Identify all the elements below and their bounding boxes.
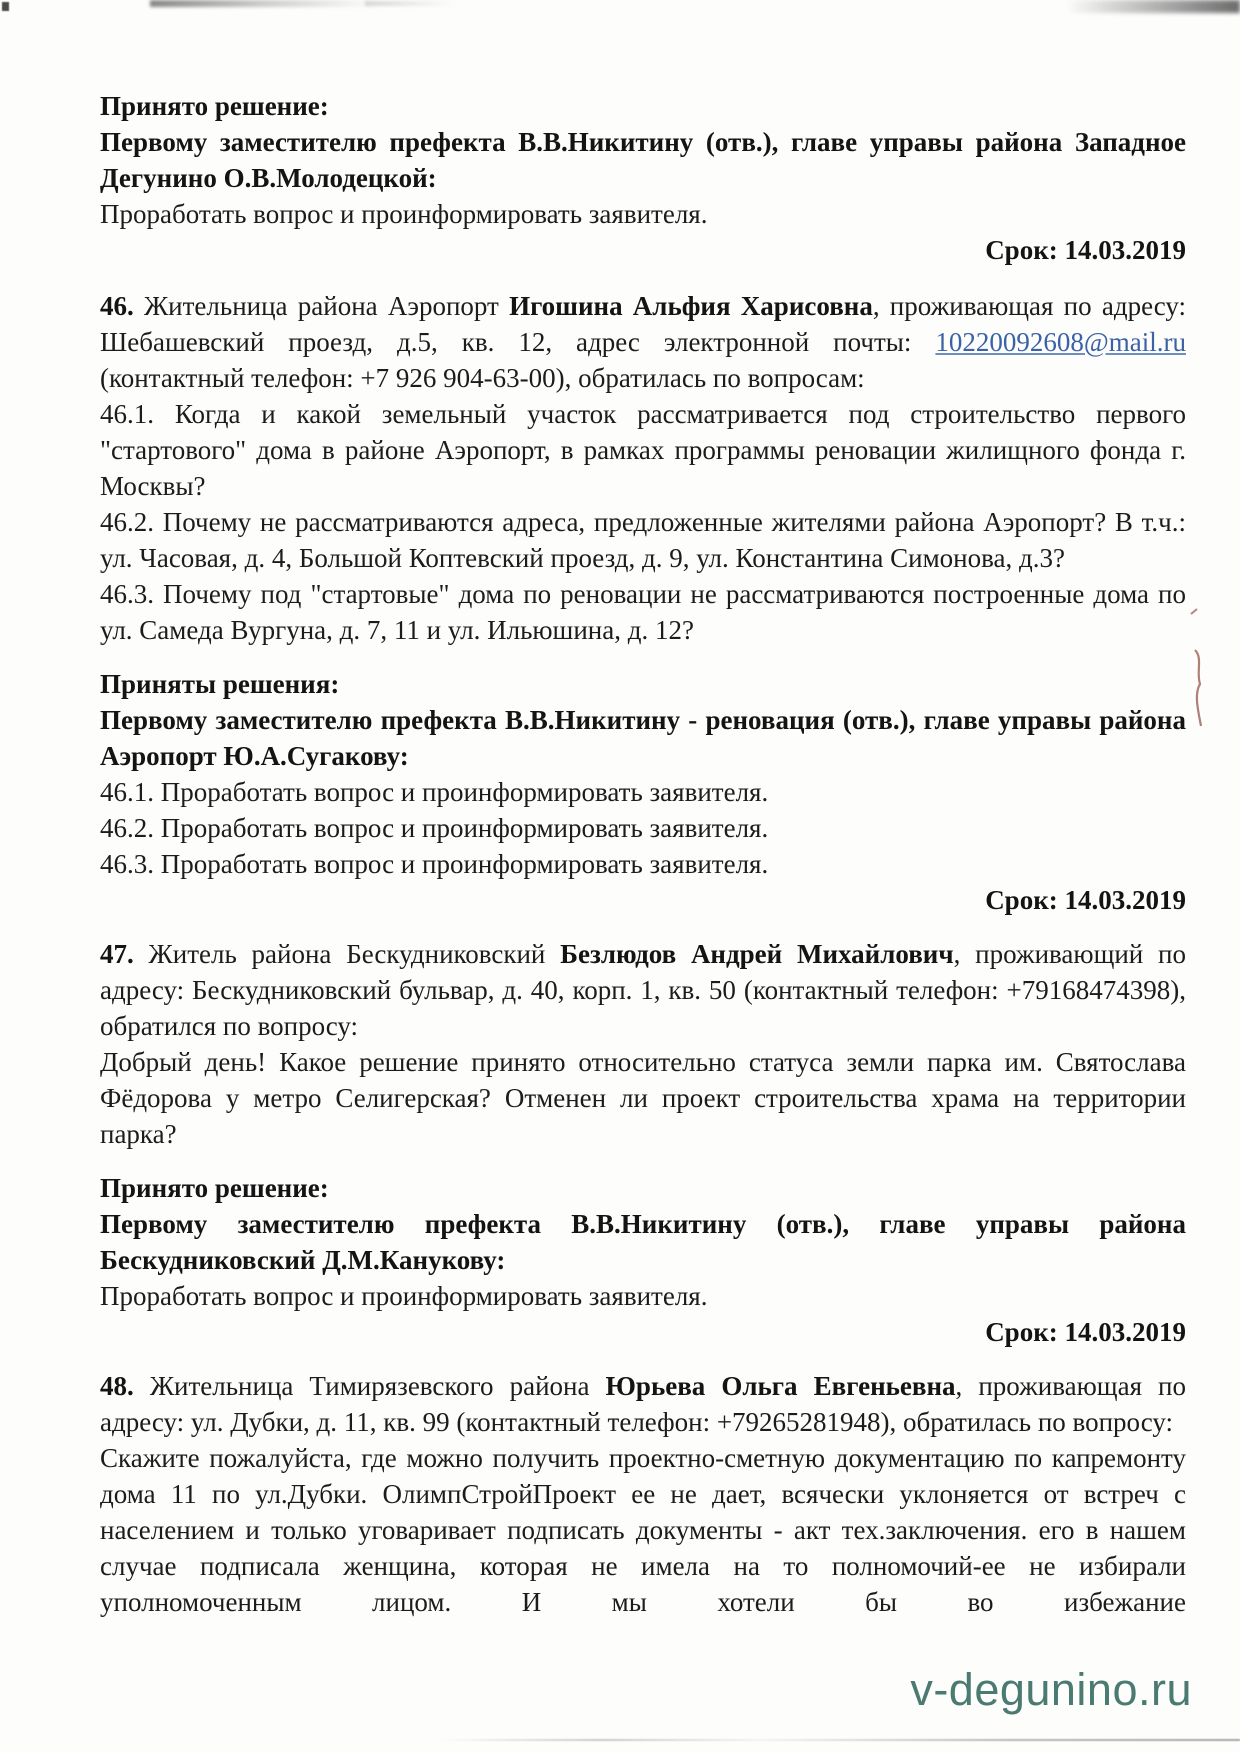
appeal-48-intro (100, 1368, 1186, 1440)
appeal-48-question: Скажите пожалуйста, где можно получить проектно-сметную документацию по капремонту дома 11 по ул.Дубки. ОлимпСтройПроект ее не дает, всячески уклоняется от встреч с населением и только уговаривает подписать документы - акт тех.заключения. его в нашем случае подписала женщина, которая не имела на то полномочий-ее не избирали уполномоченным лицом. И мы хотели бы во избежание (100, 1443, 1186, 1617)
appeal-47-question: Добрый день! Какое решение принято относительно статуса земли парка им. Святослава Фёдорова у метро Селигерская? Отменен ли проект строительства храма на территории парка? (100, 1047, 1186, 1149)
appeal-48-applicant-name: Юрьева Ольга Евгеньевна (605, 1371, 956, 1401)
appeal-46-question-1: 46.1. Когда и какой земельный участок рассматривается под строительство первого "стартового" дома в районе Аэропорт, в рамках программы реновации жилищного фонда г. Москвы? (100, 399, 1186, 501)
appeal-47-applicant-name: Безлюдов Андрей Михайлович (560, 939, 954, 969)
appeal-48-number: 48. (100, 1371, 134, 1401)
scan-artifact-top-streak (150, 0, 375, 7)
appeal-46-applicant-name: Игошина Альфия Харисовна (509, 291, 873, 321)
decision-heading: Принято решение: (100, 91, 329, 121)
pen-mark (1186, 606, 1212, 738)
scan-artifact-bottom-line (440, 1739, 1240, 1741)
decision-46-action-2: 46.2. Проработать вопрос и проинформировать заявителя. (100, 813, 769, 843)
decision-46-addressee: Первому заместителю префекта В.В.Никитину - реновация (отв.), главе управы района Аэропорт Ю.А.Сугакову: (100, 705, 1186, 771)
appeal-46-intro-pre: Жительница района Аэропорт (143, 291, 510, 321)
decision-addressee: Первому заместителю префекта В.В.Никитину (отв.), главе управы района Западное Дегунино О.В.Молодецкой: (100, 127, 1186, 193)
decision-47-addressee: Первому заместителю префекта В.В.Никитину (отв.), главе управы района Бескудниковский Д.М.Канукову: (100, 1209, 1186, 1275)
appeal-48-intro-post: , проживающая по адресу: ул. Дубки, д. 11, кв. 99 (контактный телефон: +79265281948), обратилась по вопросу: (100, 1371, 1186, 1437)
decision-46-action-3: 46.3. Проработать вопрос и проинформировать заявителя. (100, 849, 769, 879)
appeal-46-intro (100, 288, 1186, 396)
decision-action: Проработать вопрос и проинформировать заявителя. (100, 199, 708, 229)
scan-artifact-top-streak-2 (365, 1, 455, 6)
applicant-email-link[interactable]: 10220092608@mail.ru (935, 327, 1186, 357)
decision-46-heading: Приняты решения: (100, 669, 340, 699)
deadline: Срок: 14.03.2019 (985, 885, 1186, 915)
appeal-47-intro-pre: Житель района Бескудниковский (148, 939, 561, 969)
decision-47-heading: Принято решение: (100, 1173, 329, 1203)
decision-47-action: Проработать вопрос и проинформировать заявителя. (100, 1281, 708, 1311)
appeal-47-intro-post: , проживающий по адресу: Бескудниковский бульвар, д. 40, корп. 1, кв. 50 (контактный телефон: +79168474398), обратился по вопросу: (100, 939, 1186, 1041)
document-body (100, 88, 1186, 1620)
appeal-47-intro (100, 936, 1186, 1044)
decision-46-action-1: 46.1. Проработать вопрос и проинформировать заявителя. (100, 777, 769, 807)
scan-artifact-top-right-smudge (1065, 0, 1240, 13)
appeal-47-number: 47. (100, 939, 134, 969)
appeal-46-intro-post: (контактный телефон: +7 926 904-63-00), обратилась по вопросам: (100, 363, 865, 393)
deadline: Срок: 14.03.2019 (985, 1317, 1186, 1347)
scan-artifact-corner-dot (2, 2, 9, 11)
appeal-46-intro-mid: , проживающая по адресу: Шебашевский проезд, д.5, кв. 12, адрес электронной почты: (100, 291, 1186, 357)
appeal-48-intro-pre: Жительница Тимирязевского района (149, 1371, 606, 1401)
appeal-46-question-2: 46.2. Почему не рассматриваются адреса, предложенные жителями района Аэропорт? В т.ч.: ул. Часовая, д. 4, Большой Коптевский проезд, д. 9, ул. Константина Симонова, д.3? (100, 507, 1186, 573)
deadline: Срок: 14.03.2019 (985, 235, 1186, 265)
watermark-site-name: v-degunino.ru (910, 1664, 1192, 1715)
appeal-46-number: 46. (100, 291, 134, 321)
appeal-46-question-3: 46.3. Почему под "стартовые" дома по реновации не рассматриваются построенные дома по ул. Самеда Вургуна, д. 7, 11 и ул. Ильюшина, д. 12? (100, 579, 1186, 645)
